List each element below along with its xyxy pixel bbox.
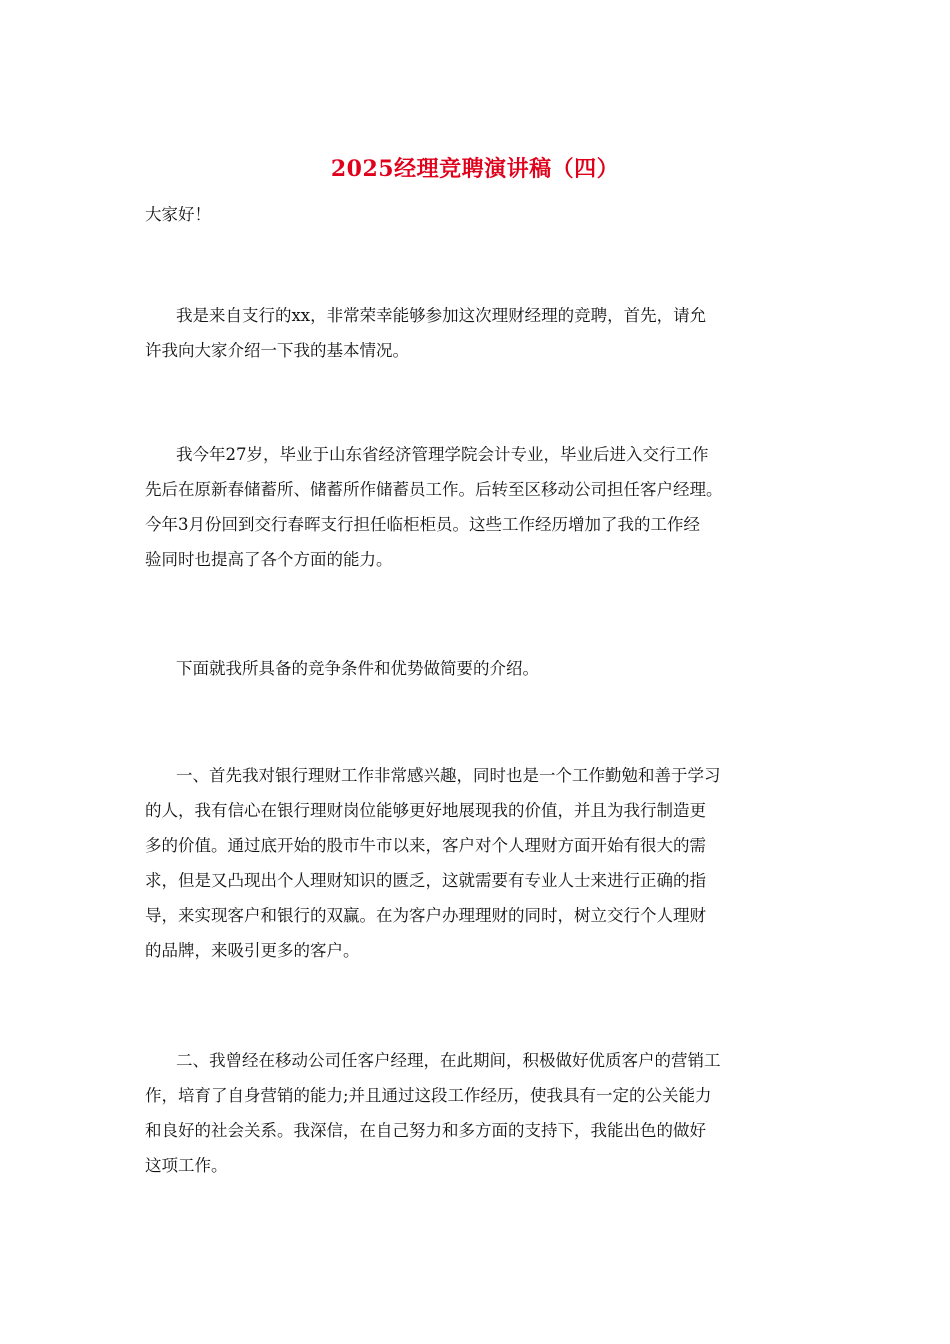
- greeting: [145, 197, 805, 232]
- paragraph-line: 验同时也提高了各个方面的能力。: [145, 550, 393, 569]
- paragraph-transition: [145, 651, 805, 686]
- paragraph-line: 二、我曾经在移动公司任客户经理，在此期间，积极做好优质客户的营销工: [176, 1051, 721, 1070]
- document-title: 2025经理竞聘演讲稿（四）: [330, 156, 620, 182]
- paragraph-line: 和良好的社会关系。我深信，在自己努力和多方面的支持下，我能出色的做好: [145, 1121, 706, 1140]
- paragraph-point-one: [145, 758, 805, 968]
- paragraph-line: 我是来自支行的xx，非常荣幸能够参加这次理财经理的竞聘，首先，请允: [176, 306, 707, 325]
- paragraph-line: 导，来实现客户和银行的双赢。在为客户办理理财的同时，树立交行个人理财: [145, 906, 706, 925]
- paragraph-line: 求，但是又凸现出个人理财知识的匮乏，这就需要有专业人士来进行正确的指: [145, 871, 706, 890]
- paragraph-point-two: [145, 1043, 805, 1183]
- paragraph-line: 的品牌，来吸引更多的客户。: [145, 941, 360, 960]
- paragraph-line: 下面就我所具备的竞争条件和优势做简要的介绍。: [176, 659, 539, 678]
- paragraph-line: 先后在原新春储蓄所、储蓄所作储蓄员工作。后转至区移动公司担任客户经理。: [145, 480, 723, 499]
- paragraph-line: 作，培育了自身营销的能力;并且通过这段工作经历，使我具有一定的公关能力: [145, 1086, 712, 1105]
- paragraph-line: 这项工作。: [145, 1156, 228, 1175]
- paragraph-line: 今年3月份回到交行春晖支行担任临柜柜员。这些工作经历增加了我的工作经: [145, 515, 700, 534]
- paragraph-intro: [145, 298, 805, 368]
- paragraph-line: 一、首先我对银行理财工作非常感兴趣，同时也是一个工作勤勉和善于学习: [176, 766, 721, 785]
- paragraph-line: 许我向大家介绍一下我的基本情况。: [145, 341, 409, 360]
- paragraph-line: 我今年27岁，毕业于山东省经济管理学院会计专业，毕业后进入交行工作: [176, 445, 709, 464]
- paragraph-line: 的人，我有信心在银行理财岗位能够更好地展现我的价值，并且为我行制造更: [145, 801, 706, 820]
- paragraph-background: [145, 437, 805, 577]
- paragraph-line: 多的价值。通过底开始的股市牛市以来，客户对个人理财方面开始有很大的需: [145, 836, 706, 855]
- greeting-line: 大家好！: [145, 205, 211, 224]
